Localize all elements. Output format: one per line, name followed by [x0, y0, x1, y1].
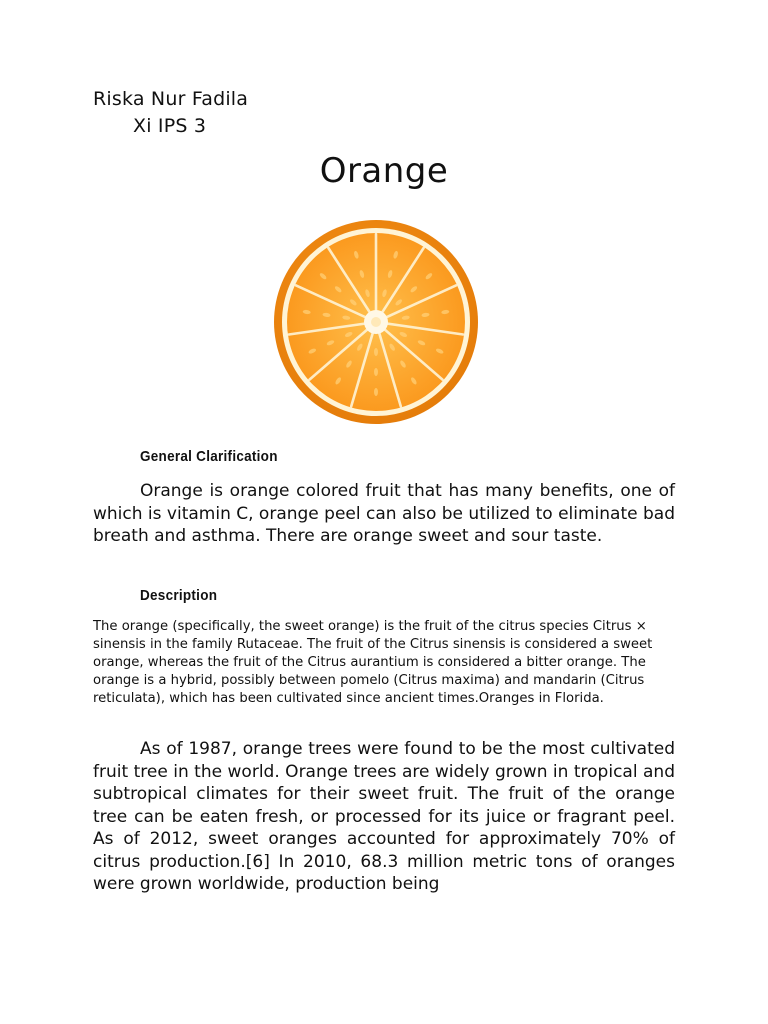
general-clarification-text: Orange is orange colored fruit that has many benefits, one of which is vitamin C, orange peel can also be utilized to eliminate bad breath and asthma. There are orange sweet and sour taste. [93, 481, 675, 546]
history-text: As of 1987, orange trees were found to be the most cultivated fruit tree in the world. Orange trees are widely grown in tropical and subtropical climates for their sweet fruit. The fruit of the orange tree can be eaten fresh, or processed for its juice or fragrant peel. As of 2012, sweet oranges accounted for approximately 70% of citrus production.[6] In 2010, 68.3 million metric tons of oranges were grown worldwide, production being [93, 739, 675, 894]
general-clarification-heading: General Clarification [140, 448, 278, 465]
orange-slice-image [207, 212, 545, 434]
orange-slice-icon [207, 212, 545, 434]
author-name: Riska Nur Fadila [93, 88, 249, 110]
page-title: Orange [319, 151, 449, 191]
description-text: The orange (specifically, the sweet orange) is the fruit of the citrus species Citrus × sinensis in the family Rutaceae. The fruit of the Citrus sinensis is considered a sweet orange, whereas the fruit of the Citrus aurantium is considered a bitter orange. The orange is a hybrid, possibly between pomelo (Citrus maxima) and mandarin (Citrus reticulata), which has been cultivated since ancient times.Oranges in Florida. [93, 619, 653, 706]
author-class: Xi IPS 3 [133, 115, 207, 137]
description-heading: Description [140, 587, 218, 604]
